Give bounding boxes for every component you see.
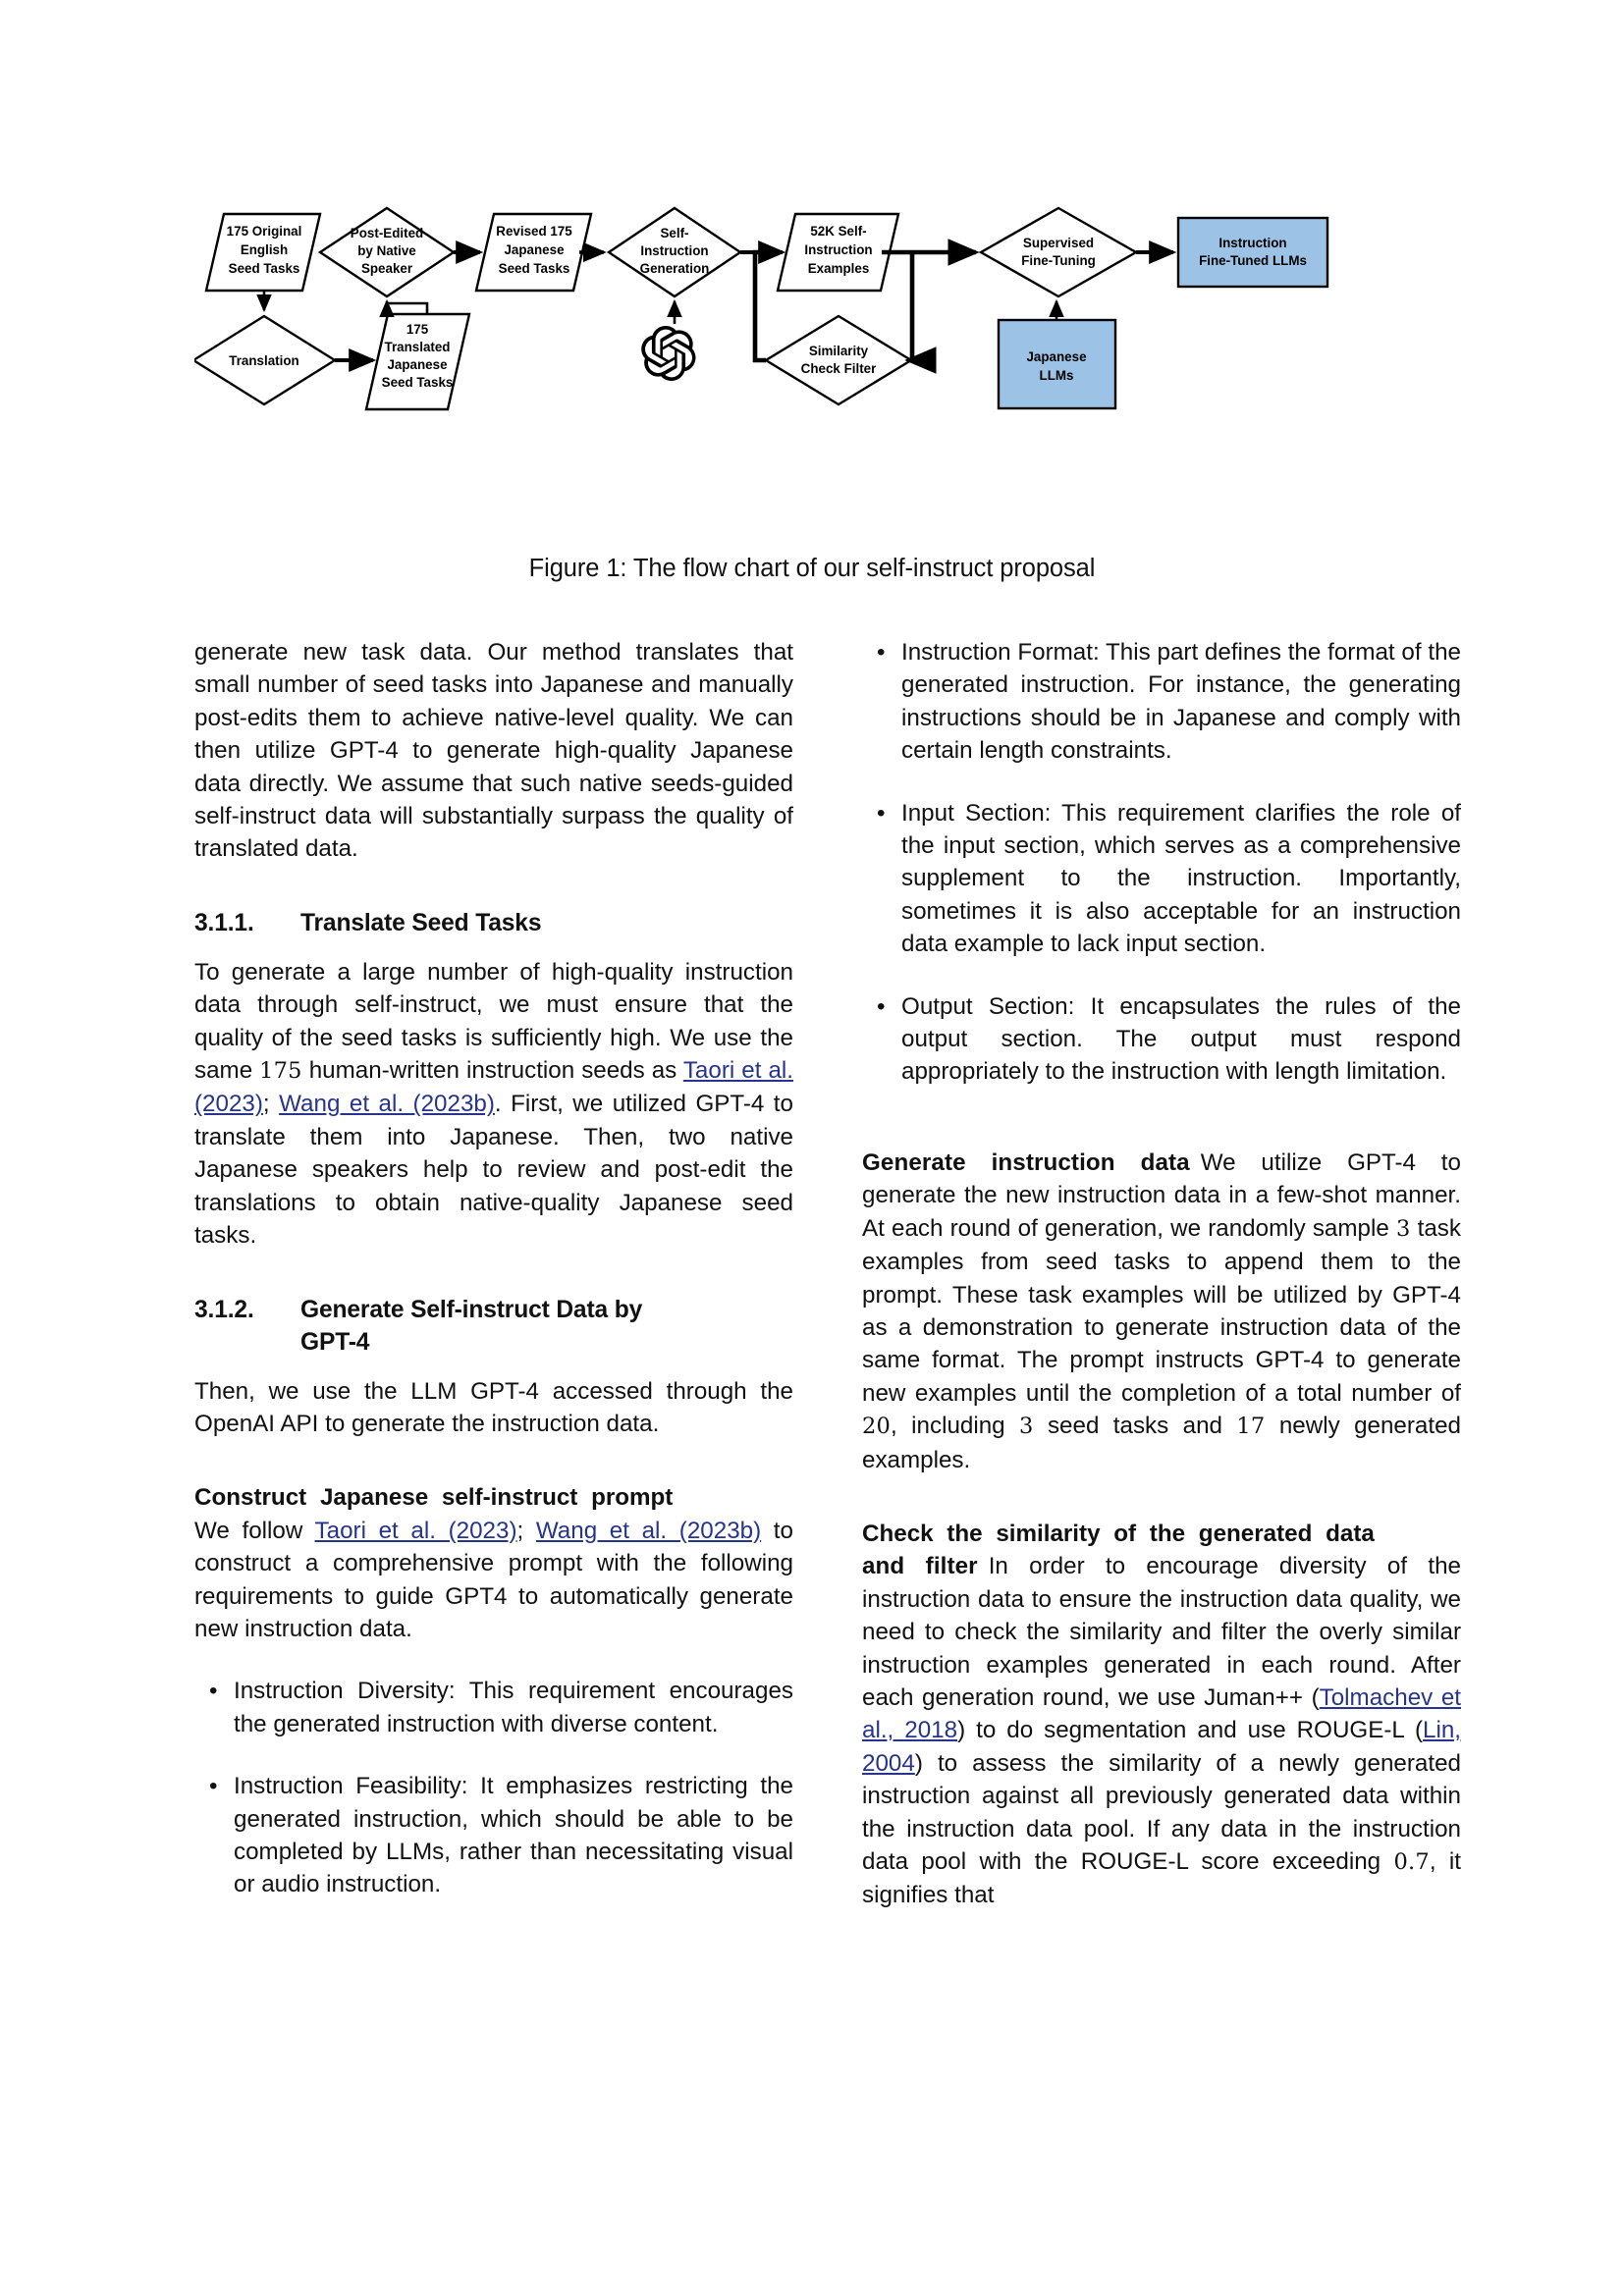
para-text: ; [516, 1517, 536, 1544]
bullet-icon: • [209, 1773, 218, 1800]
para-text: ; [262, 1091, 280, 1118]
list-item-label: Instruction Diversity: [234, 1678, 456, 1705]
heading-3-1-2 [194, 1294, 793, 1359]
node-post-edited-line2: by Native [357, 243, 416, 258]
node-52k-examples [778, 214, 898, 291]
left-column [194, 636, 793, 1901]
heading-3-1-2-title-line1: Generate Self-instruct Data by [300, 1296, 643, 1323]
number-20: 20 [862, 1414, 892, 1440]
node-tja-line1: 175 [406, 322, 429, 337]
bullet-icon: • [209, 1678, 218, 1705]
list-item-text: This requirement encourages the generated instruction with diverse content. [234, 1678, 793, 1737]
paragraph-translate-seed-tasks [194, 956, 793, 1253]
node-translation-label: Translation [229, 353, 299, 368]
list-item-label: Output Section: [901, 992, 1075, 1020]
paragraph-check-similarity [862, 1518, 1461, 1912]
node-scf-line1: Similarity [808, 344, 869, 358]
spacer [194, 1359, 793, 1375]
node-tja-line2: Translated [384, 340, 451, 354]
paragraph-generate-new-task-data [194, 636, 793, 866]
node-jllm-line2: LLMs [1039, 368, 1074, 383]
node-japanese-llms [999, 320, 1115, 408]
heading-3-1-1-number: 3.1.1. [194, 909, 254, 936]
node-52k-line1: 52K Self- [810, 224, 867, 239]
spacer [194, 866, 793, 907]
heading-3-1-2-title-line2: GPT-4 [300, 1328, 370, 1356]
heading-3-1-2-number: 3.1.2. [194, 1296, 254, 1323]
spacer [194, 1440, 793, 1481]
node-tja-line4: Seed Tasks [381, 375, 454, 390]
citation-tolmachev-2018[interactable]: Tolmachev et al., 2018 [862, 1683, 1461, 1744]
number-0-7: 0.7 [1393, 1849, 1430, 1875]
para-text: Then, we use the LLM GPT-4 accessed through the OpenAI API to generate the instruction data. [194, 1377, 793, 1437]
citation-lin-2004[interactable]: Lin, 2004 [862, 1717, 1461, 1777]
node-52k-line2: Instruction [804, 242, 873, 257]
spacer [862, 1089, 1461, 1130]
requirements-list-left [194, 1675, 793, 1900]
node-iftllm-line2: Fine-Tuned LLMs [1199, 253, 1307, 268]
spacer [862, 1130, 1461, 1147]
para-text: seed tasks and [1033, 1413, 1237, 1440]
list-item-text: This part defines the format of the generated instruction. For instance, the generating instructions should be in Japanese and comply with certain length constraints. [901, 639, 1461, 765]
citation-taori-2023[interactable]: Taori et al. (2023) [194, 1057, 793, 1118]
spacer [194, 939, 793, 956]
node-sig-line1: Self- [660, 226, 689, 240]
runin-check-similarity-line2: and filter [862, 1553, 978, 1580]
list-item [209, 1770, 793, 1901]
node-seed-en [206, 214, 320, 291]
para-text: , including [891, 1413, 1020, 1440]
para-text: human-written instruction seeds as [301, 1057, 683, 1085]
node-52k-line3: Examples [807, 261, 870, 276]
openai-logo-icon [641, 326, 695, 381]
runin-construct-japanese-prompt: Construct Japanese self-instruct prompt [194, 1484, 674, 1512]
heading-3-1-1 [194, 907, 793, 939]
list-item-text: It emphasizes restricting the generated instruction, which should be able to be completed by LLMs, rather than necessitating visual or audio instruction. [234, 1773, 793, 1898]
para-text: task examples from seed tasks to append them to the prompt. These task examples will be utilized by GPT-4 as a demonstration to generate instruction data of the same format. The prompt instructs GPT-4 to generate new examples until the completion of a total number of [862, 1214, 1461, 1407]
node-sig-line2: Instruction [640, 243, 709, 258]
para-text: to construct a comprehensive prompt with the following requirements to guide GPT4 to automatically generate new instruction data. [194, 1517, 793, 1642]
flowchart-diagram [194, 206, 1430, 417]
para-text: We follow [194, 1517, 315, 1544]
heading-3-1-2-title [300, 1294, 793, 1359]
node-revised-ja-line3: Seed Tasks [498, 261, 570, 276]
node-instruction-fine-tuned-llms [1178, 218, 1327, 287]
node-seed-en-line3: Seed Tasks [228, 261, 300, 276]
requirements-list-right [862, 636, 1461, 1089]
node-translated-ja [366, 314, 469, 409]
node-post-edited [320, 208, 454, 296]
heading-3-1-1-title: Translate Seed Tasks [300, 909, 542, 936]
paragraph-construct-prompt [194, 1481, 793, 1645]
node-post-edited-line1: Post-Edited [350, 226, 424, 240]
list-item [209, 1675, 793, 1740]
list-item-label: Instruction Format: [901, 639, 1100, 666]
para-text: In order to encourage diversity of the instruction data to ensure the instruction data quality, we need to check the similarity and filter the overly similar instruction examples generated in each round. After each generation round, we use Juman++ ( [862, 1553, 1461, 1711]
paragraph-openai-api [194, 1375, 793, 1441]
list-item-text: This requirement clarifies the role of the input section, which serves as a comprehensive supplement to the instruction. Importantly, sometimes it is also acceptable for an instruction data example to lack input section. [901, 799, 1461, 958]
runin-generate-instruction-data: Generate instruction data [862, 1148, 1190, 1176]
node-self-instruction-generation [609, 208, 740, 296]
para-text: newly generated examples. [862, 1413, 1462, 1473]
node-tja-line3: Japanese [387, 357, 448, 372]
runin-check-similarity-line1: Check the similarity of the generated data [862, 1520, 1375, 1547]
figure-caption: Figure 1: The flow chart of our self-instruct proposal [528, 555, 1096, 582]
para-text: To generate a large number of high-quality instruction data through self-instruct, we must ensure that the quality of the seed tasks is sufficiently high. We use the same [194, 958, 793, 1085]
list-item-label: Input Section: [901, 799, 1052, 827]
para-text: We utilize GPT-4 to generate the new instruction data in a few-shot manner. At each round of generation, we randomly sample [862, 1148, 1461, 1242]
list-item-text: It encapsulates the rules of the output section. The output must respond appropriately to the instruction with length limitation. [901, 992, 1461, 1086]
spacer [194, 1253, 793, 1294]
node-jllm-line1: Japanese [1026, 349, 1087, 364]
number-3: 3 [1019, 1414, 1034, 1440]
node-sft-line2: Fine-Tuning [1021, 253, 1096, 268]
figure-1 [194, 206, 1430, 560]
spacer [862, 1476, 1461, 1518]
node-scf-line2: Check Filter [800, 361, 877, 376]
number-3: 3 [1395, 1215, 1411, 1242]
list-item [877, 636, 1461, 768]
citation-taori-2023[interactable]: Taori et al. (2023) [314, 1517, 517, 1544]
bullet-icon: • [877, 639, 886, 666]
citation-wang-2023b[interactable]: Wang et al. (2023b) [535, 1517, 762, 1544]
para-text: ) to assess the similarity of a newly generated instruction against all previously generated data within the instruction data pool. If any data in the instruction data pool with the ROUGE-L score exceeding [862, 1749, 1461, 1875]
number-17: 17 [1236, 1414, 1266, 1440]
list-item-label: Instruction Feasibility: [234, 1773, 468, 1800]
spacer [194, 1645, 793, 1675]
list-item [877, 990, 1461, 1089]
para-text: generate new task data. Our method translates that small number of seed tasks into Japanese and manually post-edits them to achieve native-level quality. We can then utilize GPT-4 to generate high-quality Japanese data directly. We assume that such native seeds-guided self-instruct data will substantially surpass the quality of translated data. [194, 639, 793, 863]
node-revised-ja [476, 214, 591, 291]
node-translation [194, 316, 335, 404]
node-seed-en-line2: English [240, 242, 289, 257]
para-text: . First, we utilized GPT-4 to translate them into Japanese. Then, two native Japanese speakers help to review and post-edit the translations to obtain native-quality Japanese seed tasks. [194, 1091, 793, 1250]
list-item [877, 797, 1461, 961]
node-supervised-fine-tuning [981, 208, 1136, 296]
node-sig-line3: Generation [639, 261, 710, 276]
node-revised-ja-line2: Japanese [504, 242, 565, 257]
node-sft-line1: Supervised [1022, 236, 1095, 250]
node-seed-en-line1: 175 Original [226, 224, 302, 239]
node-post-edited-line3: Speaker [360, 261, 413, 276]
node-similarity-check-filter [766, 316, 911, 404]
paragraph-generate-instruction-data [862, 1147, 1461, 1476]
citation-wang-2023b[interactable]: Wang et al. (2023b) [279, 1091, 495, 1118]
node-iftllm-line1: Instruction [1218, 236, 1287, 250]
node-revised-ja-line1: Revised 175 [496, 224, 572, 239]
right-column [862, 636, 1461, 1912]
para-text: , it signifies that [862, 1848, 1461, 1909]
para-text: ) to do segmentation and use ROUGE-L ( [957, 1717, 1423, 1744]
number-175: 175 [259, 1058, 302, 1085]
bullet-icon: • [877, 992, 886, 1020]
bullet-icon: • [877, 799, 886, 827]
